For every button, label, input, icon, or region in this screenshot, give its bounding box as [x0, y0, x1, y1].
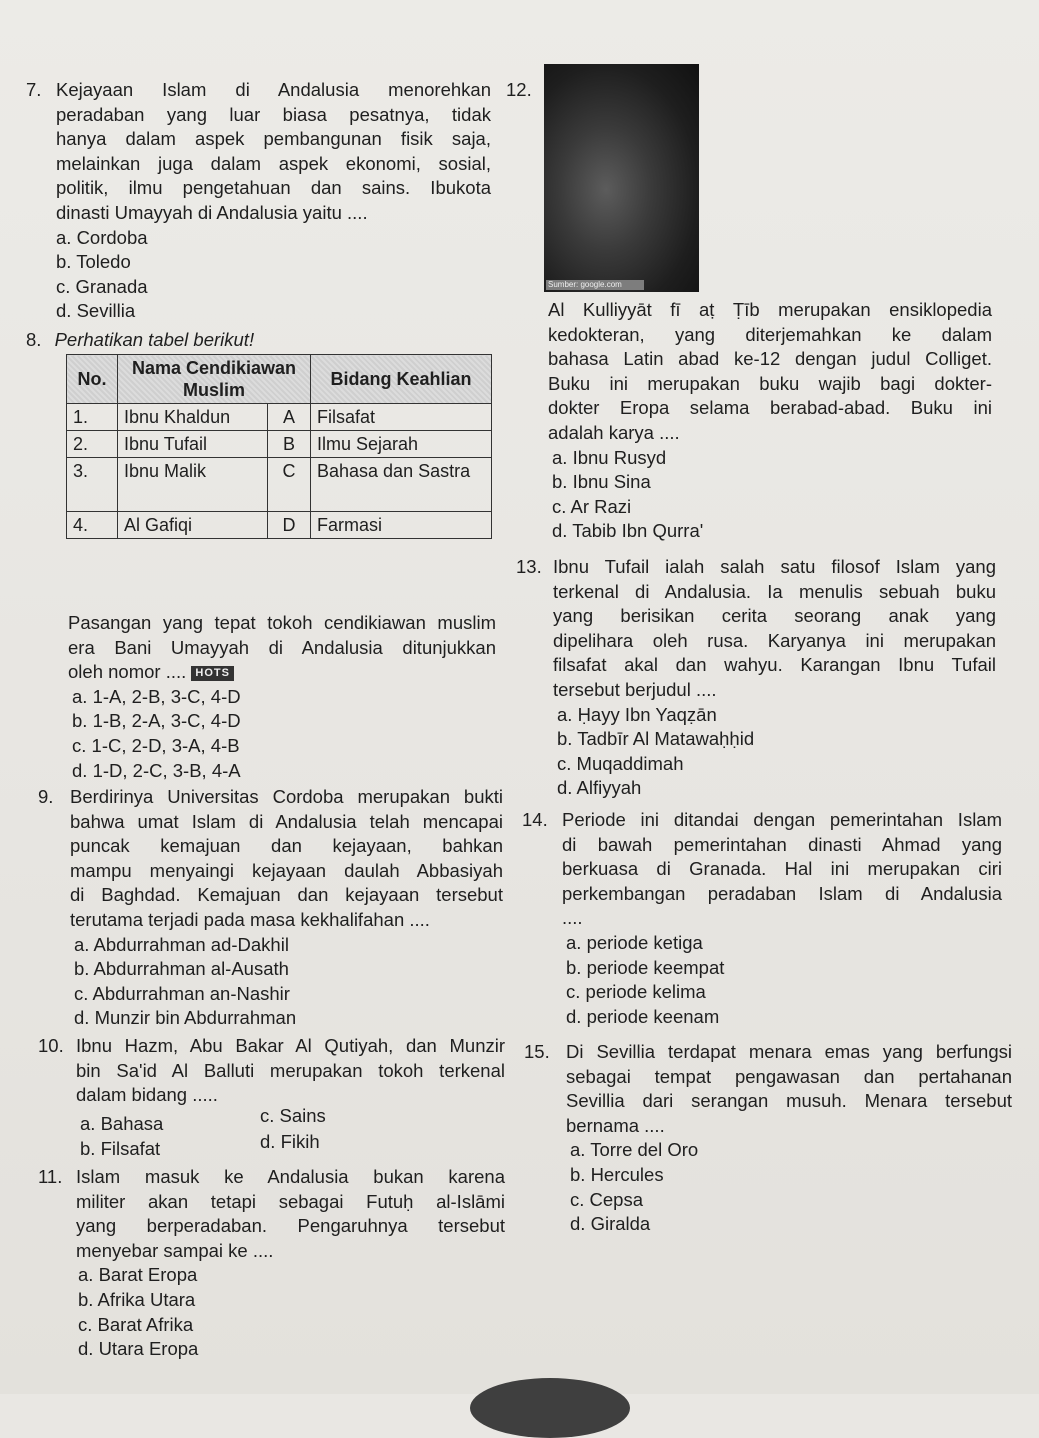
- stem-line: Periode ini ditandai dengan pemerintahan Islam: [562, 809, 1002, 830]
- question-11: [38, 1165, 505, 1362]
- stem-line: dinasti Umayyah di Andalusia yaitu ....: [56, 201, 368, 223]
- question-9: [38, 785, 503, 1031]
- cell-field: Filsafat: [311, 404, 492, 431]
- stem-line: militer akan tetapi sebagai Futuḥ al-Islāmi: [76, 1190, 505, 1212]
- option-a[interactable]: a. Barat Eropa: [78, 1264, 198, 1286]
- cell-name: Ibnu Malik: [118, 458, 268, 512]
- stem-line: bahwa umat Islam di Andalusia telah mencapai: [70, 810, 503, 832]
- option-c[interactable]: c. Granada: [56, 275, 148, 297]
- stem-line: terkenal di Andalusia. Ia menulis sebuah buku: [553, 580, 996, 602]
- option-a[interactable]: a. periode ketiga: [566, 931, 703, 953]
- option-b[interactable]: b. Ibnu Sina: [552, 471, 651, 493]
- header-field: Bidang Keahlian: [311, 355, 492, 404]
- cell-name: Ibnu Khaldun: [118, 404, 268, 431]
- option-b[interactable]: b. periode keempat: [566, 956, 725, 978]
- image-source-caption: Sumber: google.com: [546, 280, 644, 290]
- stem-line: filsafat akal dan wahyu. Karangan Ibnu Tufail: [553, 654, 996, 676]
- stem-line: puncak kemajuan dan kejayaan, bahkan: [70, 835, 503, 857]
- option-d[interactable]: d. Tabib Ibn Qurra': [552, 520, 704, 542]
- cell-code: B: [267, 431, 310, 458]
- stem-line: peradaban yang luar biasa pesatnya, tidak: [56, 103, 491, 125]
- question-number: 11.: [38, 1166, 63, 1187]
- stem-line: di Baghdad. Kemajuan dan kejayaan tersebut: [70, 884, 503, 906]
- cell-field: Farmasi: [311, 512, 492, 539]
- option-a[interactable]: a. Ibnu Rusyd: [552, 446, 667, 468]
- option-a[interactable]: a. Torre del Oro: [570, 1139, 699, 1161]
- stem-line: Di Sevillia terdapat menara emas yang berfungsi: [566, 1041, 1012, 1062]
- stem-line: hanya dalam aspek pembangunan fisik saja,: [56, 128, 491, 150]
- option-b[interactable]: b. Abdurrahman al-Ausath: [74, 958, 289, 980]
- stem-line: dalam bidang .....: [76, 1084, 218, 1106]
- option-b[interactable]: b. Hercules: [570, 1163, 664, 1185]
- stem-line: Buku ini merupakan buku wajib bagi dokter-: [548, 372, 992, 394]
- option-c[interactable]: c. 1-C, 2-D, 3-A, 4-B: [72, 734, 240, 756]
- cell-name: Ibnu Tufail: [118, 431, 268, 458]
- table-row: [67, 404, 492, 431]
- table-row: [67, 512, 492, 539]
- stem-line: era Bani Umayyah di Andalusia ditunjukkan: [68, 636, 496, 658]
- stem-line: Ibnu Hazm, Abu Bakar Al Qutiyah, dan Munzir: [76, 1035, 505, 1056]
- table-header-row: [67, 355, 492, 404]
- cell-no: 1.: [67, 404, 118, 431]
- option-d[interactable]: d. Alfiyyah: [557, 777, 642, 799]
- stem-line: di bawah pemerintahan dinasti Ahmad yang: [562, 833, 1002, 855]
- cell-code: A: [267, 404, 310, 431]
- question-number: 7.: [26, 79, 42, 100]
- option-b[interactable]: b. Filsafat: [80, 1138, 161, 1159]
- binder-ring: [470, 1378, 630, 1438]
- hots-badge: HOTS: [191, 666, 234, 681]
- stem-line: sebagai tempat pengawasan dan pertahanan: [566, 1065, 1012, 1087]
- cell-code: C: [267, 458, 310, 512]
- option-c[interactable]: c. Sains: [260, 1105, 326, 1126]
- cell-no: 2.: [67, 431, 118, 458]
- stem-line: Islam masuk ke Andalusia bukan karena: [76, 1166, 505, 1187]
- question-number: 14.: [522, 809, 548, 830]
- header-name: Nama Cendikiawan Muslim: [118, 355, 311, 404]
- stem-line: bin Sa'id Al Balluti merupakan tokoh terkenal: [76, 1059, 505, 1081]
- question-7: [26, 78, 491, 324]
- option-b[interactable]: b. Toledo: [56, 251, 131, 273]
- stem-line: Pasangan yang tepat tokoh cendikiawan muslim: [68, 612, 496, 633]
- stem-line: terutama terjadi pada masa kekhalifahan ....: [70, 908, 430, 930]
- stem-line: Ibnu Tufail ialah salah satu filosof Islam yang: [553, 556, 996, 577]
- option-a[interactable]: a. Abdurrahman ad-Dakhil: [74, 933, 289, 955]
- question-number: 13.: [516, 556, 542, 577]
- stem-line: Kejayaan Islam di Andalusia menorehkan: [56, 79, 491, 100]
- stem-line: politik, ilmu pengetahuan dan sains. Ibukota: [56, 177, 491, 199]
- option-d[interactable]: d. Sevillia: [56, 300, 136, 322]
- question-number: 9.: [38, 786, 54, 807]
- header-no: No.: [67, 355, 118, 404]
- option-a[interactable]: a. Ḥayy Ibn Yaqẓān: [557, 703, 717, 725]
- stem-line: Al Kulliyyāt fī aṭ Ṭīb merupakan ensiklopedia: [548, 299, 992, 320]
- question-8-stem: [26, 328, 254, 353]
- stem-line: perkembangan peradaban Islam di Andalusia: [562, 882, 1002, 904]
- stem-line: ....: [562, 907, 583, 929]
- question-number: 10.: [38, 1035, 64, 1056]
- stem-line: mampu menyaingi kejayaan daulah Abbasiyah: [70, 859, 503, 881]
- stem-line: Sevillia dari serangan musuh. Menara tersebut: [566, 1090, 1012, 1112]
- option-d[interactable]: d. Utara Eropa: [78, 1338, 199, 1360]
- option-d[interactable]: d. Munzir bin Abdurrahman: [74, 1007, 297, 1029]
- cell-field: Ilmu Sejarah: [311, 431, 492, 458]
- option-d[interactable]: d. periode keenam: [566, 1005, 720, 1027]
- question-number: 12.: [506, 79, 532, 100]
- stem-line: bernama ....: [566, 1114, 665, 1136]
- stem-line: melainkan juga dalam aspek ekonomi, sosial,: [56, 152, 491, 174]
- cell-no: 4.: [67, 512, 118, 539]
- option-b[interactable]: b. Afrika Utara: [78, 1288, 196, 1310]
- option-d[interactable]: d. 1-D, 2-C, 3-B, 4-A: [72, 759, 241, 781]
- option-c[interactable]: c. Muqaddimah: [557, 752, 684, 774]
- stem-line: oleh nomor ....: [68, 661, 187, 683]
- stem-line: kedokteran, yang diterjemahkan ke dalam: [548, 323, 992, 345]
- cell-name: Al Gafiqi: [118, 512, 268, 539]
- option-a[interactable]: a. 1-A, 2-B, 3-C, 4-D: [72, 685, 241, 707]
- question-14: [522, 808, 1002, 1029]
- stem: Perhatikan tabel berikut!: [54, 329, 255, 350]
- stem-line-wrap: [68, 660, 496, 685]
- option-b[interactable]: b. Tadbīr Al Matawaḥḥid: [557, 728, 755, 750]
- cell-code: D: [267, 512, 310, 539]
- manuscript-photo: [544, 64, 699, 292]
- stem-line: dipelihara oleh rusa. Karyanya ini merupakan: [553, 629, 996, 651]
- question-15: [524, 1040, 1012, 1237]
- option-d[interactable]: d. Fikih: [260, 1131, 320, 1152]
- stem-line: adalah karya ....: [548, 421, 680, 443]
- question-12: [548, 298, 992, 544]
- question-number: 15.: [524, 1041, 550, 1062]
- cell-no: 3.: [67, 458, 118, 512]
- option-c[interactable]: c. Abdurrahman an-Nashir: [74, 982, 290, 1004]
- option-c[interactable]: c. periode kelima: [566, 981, 706, 1003]
- table-row: [67, 458, 492, 512]
- stem-line: dokter Eropa selama berabad-abad. Buku ini: [548, 397, 992, 419]
- stem-line: yang berperadaban. Pengaruhnya tersebut: [76, 1215, 505, 1237]
- question-number: 8.: [26, 329, 42, 350]
- stem-line: menyebar sampai ke ....: [76, 1239, 274, 1261]
- option-d[interactable]: d. Giralda: [570, 1213, 651, 1235]
- stem-line: Berdirinya Universitas Cordoba merupakan bukti: [70, 786, 503, 807]
- option-c[interactable]: c. Cepsa: [570, 1188, 644, 1210]
- option-c[interactable]: c. Barat Afrika: [78, 1313, 194, 1335]
- option-b[interactable]: b. 1-B, 2-A, 3-C, 4-D: [72, 710, 241, 732]
- cell-field: Bahasa dan Sastra: [311, 458, 492, 512]
- question-8-body: [68, 611, 496, 783]
- question-13: [516, 555, 996, 801]
- stem-line: tersebut berjudul ....: [553, 678, 717, 700]
- table-row: [67, 431, 492, 458]
- option-a[interactable]: a. Bahasa: [80, 1113, 164, 1134]
- stem-line: bahasa Latin abad ke-12 dengan judul Colliget.: [548, 348, 992, 370]
- option-a[interactable]: a. Cordoba: [56, 226, 148, 248]
- show-through-text: [760, 70, 764, 87]
- scholar-table: [66, 354, 492, 539]
- question-10: [38, 1034, 505, 1108]
- stem-line: berkuasa di Granada. Hal ini merupakan ciri: [562, 858, 1002, 880]
- option-c[interactable]: c. Ar Razi: [552, 495, 632, 517]
- stem-line: yang berisikan cerita seorang anak yang: [553, 605, 996, 627]
